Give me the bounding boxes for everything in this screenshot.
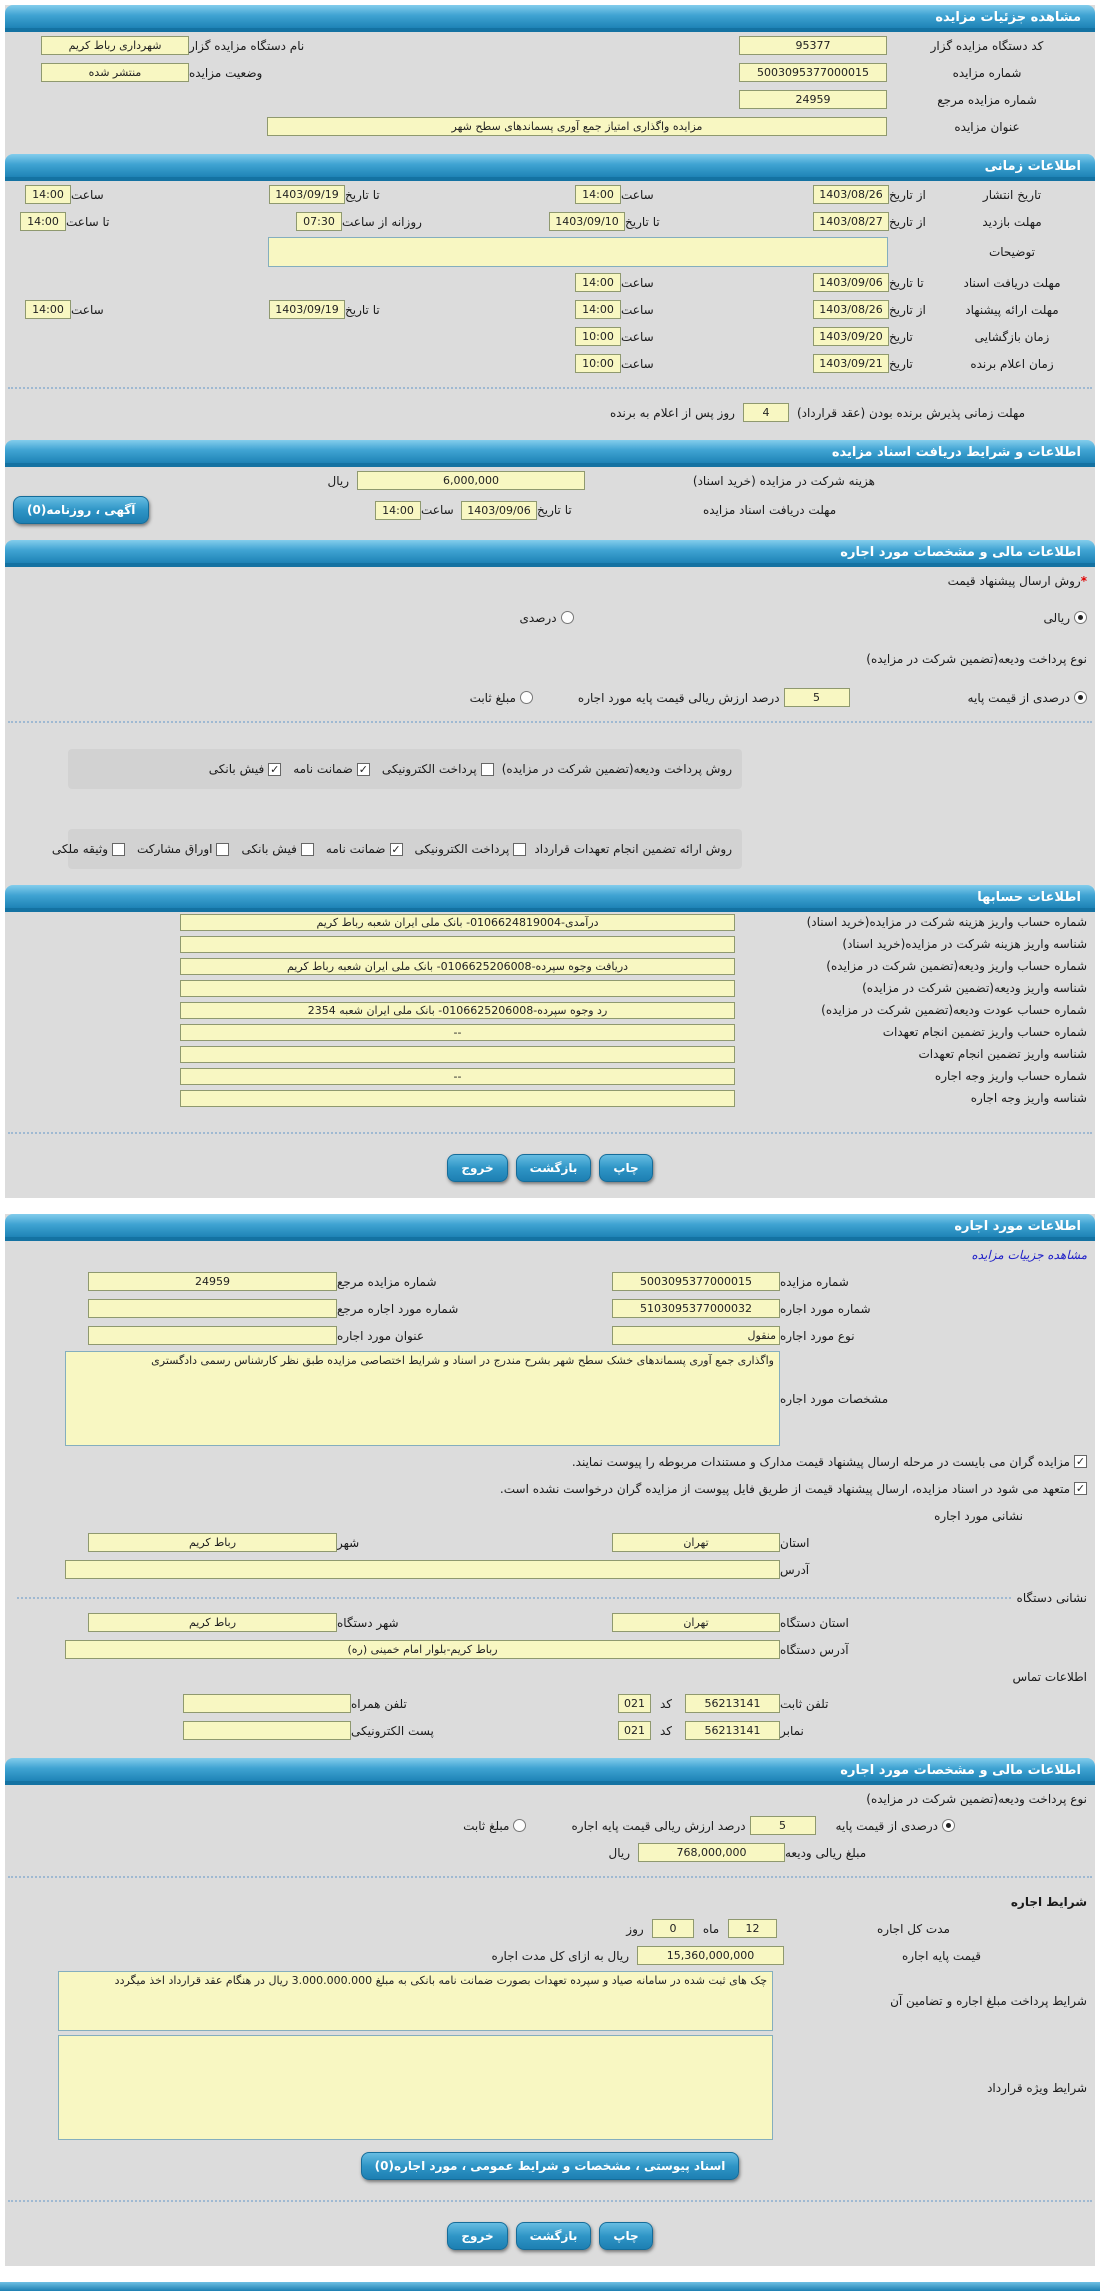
- row-deposit-type-options: [5, 684, 1095, 711]
- acceptance-days-input[interactable]: [743, 403, 789, 422]
- fax-code-label: کد: [659, 1723, 672, 1738]
- dotted-divider: [8, 1132, 1092, 1134]
- commitment-checkbox[interactable]: [1074, 1482, 1087, 1495]
- percent-of-base-label: درصدی از قیمت پایه: [967, 690, 1070, 705]
- obligation-bonds-checkbox[interactable]: [216, 843, 229, 856]
- row-org-address: [5, 1636, 1095, 1663]
- obligation-bank-slip-label: فیش بانکی: [241, 842, 297, 856]
- obligation-property-label: وثیقه ملکی: [51, 842, 109, 856]
- row-acceptance-deadline: [5, 399, 1095, 426]
- offer-from-time-input[interactable]: [575, 300, 621, 319]
- opening-time-input[interactable]: [575, 327, 621, 346]
- deposit-currency-label: ریال: [608, 1845, 630, 1860]
- address-label: آدرس: [780, 1562, 810, 1577]
- opening-date-label: تاریخ: [889, 329, 913, 344]
- acceptance-label: مهلت زمانی پذیرش برنده بودن (عقد قرارداد): [796, 405, 1025, 420]
- org-city-label: شهر دستگاه: [337, 1615, 399, 1630]
- docs-required-label: مزایده گران می بایست در مرحله ارسال پیشنهاد قیمت مدارک و مستندات مربوطه را پیوست نمایند.: [571, 1454, 1070, 1469]
- dotted-divider: [8, 387, 1092, 389]
- auction-status-label: وضعیت مزایده: [189, 65, 263, 80]
- deposit-guarantee-label: ضمانت نامه: [293, 762, 353, 776]
- attachments-row: [5, 2142, 1095, 2184]
- offer-from-date-input[interactable]: [813, 300, 889, 319]
- print-button-top[interactable]: چاپ: [599, 1154, 652, 1182]
- docs-date-input[interactable]: [813, 273, 889, 292]
- org-province-label: استان دستگاه: [780, 1615, 849, 1630]
- docs-time-input[interactable]: [575, 273, 621, 292]
- city-input[interactable]: [88, 1533, 337, 1552]
- winner-date-input[interactable]: [813, 354, 889, 373]
- visit-to-time-input[interactable]: [20, 212, 66, 231]
- item-type-input[interactable]: [612, 1326, 780, 1345]
- bidder-code-input[interactable]: [739, 36, 887, 55]
- address-input[interactable]: [65, 1560, 780, 1579]
- deposit-amount-label: مبلغ ریالی ودیعه: [785, 1845, 867, 1860]
- visit-from-date-input[interactable]: [813, 212, 889, 231]
- rental-deposit-type-label: نوع پرداخت ودیعه(تضمین شرکت در مزایده): [866, 1791, 1087, 1806]
- account-label: شناسه واریز ودیعه(تضمین شرکت در مزایده): [862, 981, 1087, 995]
- ref-number-label: شماره مزایده مرجع: [937, 92, 1037, 107]
- deposit-bank-slip-checkbox[interactable]: [268, 763, 281, 776]
- base-price-suffix-label: ریال به ازای کل مدت اجاره: [491, 1948, 629, 1963]
- obligation-electronic-label: پرداخت الکترونیکی: [414, 842, 510, 856]
- deposit-bank-slip-label: فیش بانکی: [208, 762, 265, 776]
- publish-to-label: تا تاریخ: [345, 187, 380, 202]
- account-label: شماره حساب عودت ودیعه(تضمین شرکت در مزایده): [821, 1003, 1087, 1017]
- account-label: شماره حساب واریز تضمین انجام تعهدات: [882, 1025, 1087, 1039]
- row-ref-number: [5, 86, 1095, 113]
- publish-label: تاریخ انتشار: [982, 187, 1042, 202]
- rial-radio[interactable]: [1074, 611, 1087, 624]
- docs-receive-time-input[interactable]: [375, 501, 421, 520]
- account-row: [5, 1066, 1095, 1086]
- row-item-numbers: [5, 1295, 1095, 1322]
- rental-percent-of-base-label: درصدی از قیمت پایه: [835, 1818, 938, 1833]
- visit-label: مهلت بازدید: [982, 214, 1042, 229]
- contact-title-label: اطلاعات تماس: [1012, 1669, 1087, 1684]
- opening-date-input[interactable]: [813, 327, 889, 346]
- account-input[interactable]: [180, 958, 735, 975]
- offer-from-hour-label: ساعت: [621, 302, 654, 317]
- obligation-electronic-checkbox[interactable]: [513, 843, 526, 856]
- obligation-guarantee-checkbox[interactable]: [390, 843, 403, 856]
- row-base-price: [5, 1942, 1095, 1969]
- row-rental-duration: [5, 1915, 1095, 1942]
- base-price-input[interactable]: [637, 1946, 784, 1965]
- section-header-docs-terms: [5, 440, 1095, 467]
- docs-receive-label: مهلت دریافت اسناد مزایده: [703, 503, 837, 517]
- phone-code-input[interactable]: [618, 1694, 651, 1713]
- account-input[interactable]: [180, 980, 735, 997]
- ref-no-input[interactable]: [88, 1272, 337, 1291]
- description-label: توضیحات: [988, 245, 1036, 259]
- account-row: [5, 1000, 1095, 1020]
- visit-until-hour-label: تا ساعت: [66, 214, 110, 229]
- percent-option-label: درصدی: [519, 610, 557, 625]
- duration-months-input[interactable]: [728, 1919, 777, 1938]
- bottom-actions-row: [5, 2212, 1095, 2254]
- publish-from-date-input[interactable]: [813, 185, 889, 204]
- deposit-percent-suffix-label: درصد ارزش ریالی قیمت پایه مورد اجاره: [577, 690, 780, 705]
- section-header-timing: [5, 154, 1095, 181]
- account-row: [5, 912, 1095, 932]
- opening-label: زمان بازگشایی: [974, 329, 1050, 344]
- account-row: [5, 956, 1095, 976]
- org-name-label: نام دستگاه مزایده گزار: [189, 38, 305, 53]
- fee-label: هزینه شرکت در مزایده (خرید اسناد): [692, 473, 875, 488]
- account-row: [5, 978, 1095, 998]
- section-header-rental-info: [5, 1214, 1095, 1241]
- dotted-divider: [8, 1876, 1092, 1878]
- section-header-financial: [5, 540, 1095, 567]
- phone-label: تلفن ثابت: [780, 1696, 829, 1711]
- percent-of-base-radio[interactable]: [1074, 691, 1087, 704]
- account-row: [5, 934, 1095, 954]
- section-title-timing: اطلاعات زمانی: [984, 159, 1081, 174]
- item-title-label: عنوان مورد اجاره: [337, 1328, 425, 1343]
- section-title-rental-info: اطلاعات مورد اجاره: [954, 1219, 1081, 1234]
- fee-input[interactable]: [357, 471, 585, 490]
- offer-to-label: تا تاریخ: [345, 302, 380, 317]
- account-row: [5, 1044, 1095, 1064]
- acceptance-suffix-label: روز پس از اعلام به برنده: [609, 405, 735, 420]
- obligation-property-checkbox[interactable]: [112, 843, 125, 856]
- newspaper-ad-button[interactable]: آگهی ، روزنامه(0): [13, 496, 149, 524]
- account-input[interactable]: [180, 914, 735, 931]
- section-header-rental-financial: [5, 1758, 1095, 1785]
- auction-number-input[interactable]: [739, 63, 887, 82]
- docs-until-label: تا تاریخ: [889, 275, 924, 290]
- row-special-terms: [5, 2033, 1095, 2142]
- offer-to-date-input[interactable]: [269, 300, 345, 319]
- deposit-guarantee-checkbox[interactable]: [357, 763, 370, 776]
- email-label: پست الکترونیکی: [351, 1723, 434, 1738]
- view-auction-details-link[interactable]: مشاهده جزییات مزایده: [971, 1247, 1087, 1262]
- docs-receive-date-input[interactable]: [461, 501, 537, 520]
- docs-deadline-label: مهلت دریافت اسناد: [963, 275, 1061, 290]
- item-title-input[interactable]: [88, 1326, 337, 1345]
- account-label: شماره حساب واریز هزینه شرکت در مزایده(خرید اسناد): [806, 915, 1087, 929]
- section-header-accounts: [5, 885, 1095, 912]
- org-province-input[interactable]: [612, 1613, 780, 1632]
- rental-item-panel: [5, 1214, 1095, 2266]
- visit-to-label: تا تاریخ: [625, 214, 660, 229]
- item-ref-label: شماره مورد اجاره مرجع: [337, 1301, 459, 1316]
- mobile-label: تلفن همراه: [351, 1696, 407, 1711]
- row-fax: [5, 1717, 1095, 1744]
- email-input[interactable]: [183, 1721, 351, 1740]
- org-address-title-label: نشانی دستگاه: [1016, 1591, 1087, 1605]
- row-rental-deposit-options: [5, 1812, 1095, 1839]
- row-docs-receive-deadline: [5, 494, 1095, 526]
- row-deposit-amount: [5, 1839, 1095, 1866]
- rental-percent-suffix-label: درصد ارزش ریالی قیمت پایه اجاره: [571, 1818, 746, 1833]
- row-visit-dates: [5, 208, 1095, 235]
- rental-percent-of-base-radio[interactable]: [942, 1819, 955, 1832]
- visit-from-time-input[interactable]: [296, 212, 342, 231]
- docs-hour-label: ساعت: [621, 275, 654, 290]
- bidder-code-label: کد دستگاه مزایده گزار: [930, 38, 1044, 53]
- account-input[interactable]: [180, 1068, 735, 1085]
- row-offer-dates: [5, 296, 1095, 323]
- row-item-type: [5, 1322, 1095, 1349]
- publish-from-time-input[interactable]: [575, 185, 621, 204]
- deposit-electronic-checkbox[interactable]: [481, 763, 494, 776]
- row-opening-time: [5, 323, 1095, 350]
- publish-to-date-input[interactable]: [269, 185, 345, 204]
- row-description: [5, 235, 1095, 269]
- item-spec-label: مشخصات مورد اجاره: [780, 1391, 889, 1406]
- section-title-financial: اطلاعات مالی و مشخصات مورد اجاره: [840, 545, 1081, 560]
- pay-terms-label: شرایط پرداخت مبلغ اجاره و تضامین آن: [890, 1994, 1087, 2008]
- section-title-auction-view: مشاهده جزئیات مزایده: [935, 10, 1081, 25]
- fixed-amount-radio[interactable]: [520, 691, 533, 704]
- auction-title-input[interactable]: [267, 117, 887, 136]
- row-send-method-label: [5, 567, 1095, 594]
- account-label: شناسه واریز تضمین انجام تعهدات: [918, 1047, 1087, 1061]
- obligation-method-band: [51, 829, 742, 869]
- winner-time-input[interactable]: [575, 354, 621, 373]
- province-label: استان: [780, 1535, 810, 1550]
- row-send-method-options: [5, 604, 1095, 631]
- publish-to-time-input[interactable]: [25, 185, 71, 204]
- org-address-separator: [5, 1591, 1095, 1605]
- description-textarea[interactable]: [268, 237, 888, 267]
- exit-button-top[interactable]: خروج: [447, 1154, 507, 1182]
- row-code-org: [5, 32, 1095, 59]
- deposit-type-label: نوع پرداخت ودیعه(تضمین شرکت در مزایده): [866, 651, 1087, 666]
- winner-label: زمان اعلام برنده: [970, 356, 1054, 371]
- auction-status-input[interactable]: [41, 63, 189, 82]
- row-docs-required-checkbox: [5, 1448, 1095, 1475]
- row-publish-dates: [5, 181, 1095, 208]
- base-price-label: قیمت پایه اجاره: [902, 1948, 981, 1963]
- back-button-bottom[interactable]: بازگشت: [516, 2222, 592, 2250]
- deposit-pay-method-label: روش پرداخت ودیعه(تضمین شرکت در مزایده): [501, 762, 732, 776]
- rental-deposit-percent-input[interactable]: [750, 1816, 816, 1835]
- visit-to-date-input[interactable]: [549, 212, 625, 231]
- row-item-address: [5, 1556, 1095, 1583]
- account-label: شناسه واریز وجه اجاره: [970, 1091, 1087, 1105]
- obligation-guarantee-label: ضمانت نامه: [325, 842, 386, 856]
- province-input[interactable]: [612, 1533, 780, 1552]
- attachments-button[interactable]: اسناد پیوستی ، مشخصات و شرایط عمومی ، مورد اجاره(0): [361, 2152, 740, 2180]
- account-input[interactable]: [180, 1090, 735, 1107]
- row-auction-numbers: [5, 1268, 1095, 1295]
- row-item-address-title: [5, 1502, 1095, 1529]
- org-name-input[interactable]: [41, 36, 189, 55]
- row-commitment-checkbox: [5, 1475, 1095, 1502]
- pay-terms-textarea[interactable]: [58, 1971, 773, 2031]
- special-terms-label: شرایط ویژه قرارداد: [987, 2080, 1087, 2095]
- row-pay-terms: [5, 1969, 1095, 2033]
- row-winner-time: [5, 350, 1095, 377]
- send-method-label: روش ارسال پیشنهاد قیمت: [947, 573, 1081, 588]
- phone-code-label: کد: [659, 1696, 672, 1711]
- section-title-accounts: اطلاعات حسابها: [977, 890, 1081, 905]
- publish-to-hour-label: ساعت: [71, 187, 104, 202]
- auction-no-input[interactable]: [612, 1272, 780, 1291]
- obligation-bonds-label: اوراق مشارکت: [137, 842, 213, 856]
- org-address-input[interactable]: [65, 1640, 780, 1659]
- special-terms-textarea[interactable]: [58, 2035, 773, 2140]
- auction-number-label: شماره مزایده: [952, 65, 1022, 80]
- row-view-details-link: [5, 1241, 1095, 1268]
- row-auction-title: [5, 113, 1095, 140]
- percent-radio[interactable]: [561, 611, 574, 624]
- row-number-status: [5, 59, 1095, 86]
- account-label: شماره حساب واریز ودیعه(تضمین شرکت در مزایده): [826, 959, 1087, 973]
- fax-label: نمابر: [780, 1723, 804, 1738]
- exit-button-bottom[interactable]: خروج: [447, 2222, 507, 2250]
- rental-fixed-amount-radio[interactable]: [513, 1819, 526, 1832]
- ref-no-label: شماره مزایده مرجع: [337, 1274, 437, 1289]
- opening-hour-label: ساعت: [621, 329, 654, 344]
- dotted-divider: [8, 721, 1092, 723]
- row-participation-fee: [5, 467, 1095, 494]
- item-no-input[interactable]: [612, 1299, 780, 1318]
- item-ref-input[interactable]: [88, 1299, 337, 1318]
- section-header-auction-view: [5, 5, 1095, 32]
- print-button-bottom[interactable]: چاپ: [599, 2222, 652, 2250]
- item-no-label: شماره مورد اجاره: [780, 1301, 871, 1316]
- month-unit-label: ماه: [702, 1921, 720, 1936]
- offer-to-time-input[interactable]: [25, 300, 71, 319]
- winner-hour-label: ساعت: [621, 356, 654, 371]
- auction-details-panel: [5, 5, 1095, 1198]
- docs-receive-hour-label: ساعت: [421, 503, 454, 517]
- city-label: شهر: [337, 1535, 360, 1550]
- offer-from-label: از تاریخ: [889, 302, 926, 317]
- row-contact-title: [5, 1663, 1095, 1690]
- deposit-electronic-label: پرداخت الکترونیکی: [381, 762, 477, 776]
- section-title-docs-terms: اطلاعات و شرایط دریافت اسناد مزایده: [831, 445, 1081, 460]
- row-rental-deposit-type-label: [5, 1785, 1095, 1812]
- account-row: [5, 1022, 1095, 1042]
- footer-bar: [0, 2282, 1100, 2291]
- obligation-bank-slip-checkbox[interactable]: [301, 843, 314, 856]
- item-type-label: نوع مورد اجاره: [780, 1328, 855, 1343]
- fax-code-input[interactable]: [618, 1721, 651, 1740]
- row-item-province-city: [5, 1529, 1095, 1556]
- docs-required-checkbox[interactable]: [1074, 1455, 1087, 1468]
- required-asterisk: *: [1080, 573, 1087, 588]
- rental-fixed-amount-label: مبلغ ثابت: [463, 1818, 510, 1833]
- row-phone: [5, 1690, 1095, 1717]
- mobile-input[interactable]: [183, 1694, 351, 1713]
- fax-input[interactable]: [685, 1721, 780, 1740]
- visit-daily-from-label: روزانه از ساعت: [342, 214, 422, 229]
- deposit-pay-method-band: [68, 749, 742, 789]
- rental-terms-title-label: شرایط اجاره: [1010, 1894, 1087, 1909]
- phone-input[interactable]: [685, 1694, 780, 1713]
- winner-date-label: تاریخ: [889, 356, 913, 371]
- fixed-amount-label: مبلغ ثابت: [469, 690, 516, 705]
- auction-no-label: شماره مزایده: [780, 1274, 849, 1289]
- offer-to-hour-label: ساعت: [71, 302, 104, 317]
- item-spec-textarea[interactable]: [65, 1351, 780, 1446]
- item-address-title-label: نشانی مورد اجاره: [934, 1508, 1023, 1523]
- deposit-percent-input[interactable]: [784, 688, 850, 707]
- deposit-amount-input[interactable]: [638, 1843, 785, 1862]
- account-row: [5, 1088, 1095, 1108]
- account-input[interactable]: [180, 1002, 735, 1019]
- account-input[interactable]: [180, 936, 735, 953]
- row-docs-deadline: [5, 269, 1095, 296]
- rial-option-label: ریالی: [1043, 610, 1070, 625]
- obligation-method-label: روش ارائه تضمین انجام تعهدات قرارداد: [534, 842, 732, 856]
- dotted-divider: [8, 2200, 1092, 2202]
- fee-currency-label: ریال: [327, 473, 349, 488]
- account-input[interactable]: [180, 1046, 735, 1063]
- day-unit-label: روز: [626, 1921, 644, 1936]
- duration-days-input[interactable]: [652, 1919, 694, 1938]
- publish-from-label: از تاریخ: [889, 187, 926, 202]
- account-label: شناسه واریز هزینه شرکت در مزایده(خرید اسناد): [842, 937, 1087, 951]
- top-actions-row: [5, 1144, 1095, 1186]
- org-city-input[interactable]: [88, 1613, 337, 1632]
- account-input[interactable]: [180, 1024, 735, 1041]
- row-rental-terms-title: [5, 1888, 1095, 1915]
- offer-label: مهلت ارائه پیشنهاد: [965, 302, 1059, 317]
- auction-title-label: عنوان مزایده: [954, 119, 1020, 134]
- dotted-line: [17, 1597, 1011, 1599]
- docs-receive-until-label: تا تاریخ: [537, 503, 572, 517]
- org-address-label: آدرس دستگاه: [780, 1642, 849, 1657]
- back-button-top[interactable]: بازگشت: [516, 1154, 592, 1182]
- publish-from-hour-label: ساعت: [621, 187, 654, 202]
- row-item-spec: [5, 1349, 1095, 1448]
- duration-label: مدت کل اجاره: [877, 1921, 950, 1936]
- visit-from-label: از تاریخ: [889, 214, 926, 229]
- section-title-rental-financial: اطلاعات مالی و مشخصات مورد اجاره: [840, 1763, 1081, 1778]
- ref-number-input[interactable]: [739, 90, 887, 109]
- row-deposit-type-label: [5, 645, 1095, 672]
- commitment-label: متعهد می شود در اسناد مزایده، ارسال پیشنهاد قیمت از طریق فایل پیوست از مزایده گران درخواست نشده است.: [499, 1481, 1070, 1496]
- account-label: شماره حساب واریز وجه اجاره: [934, 1069, 1087, 1083]
- row-org-province-city: [5, 1609, 1095, 1636]
